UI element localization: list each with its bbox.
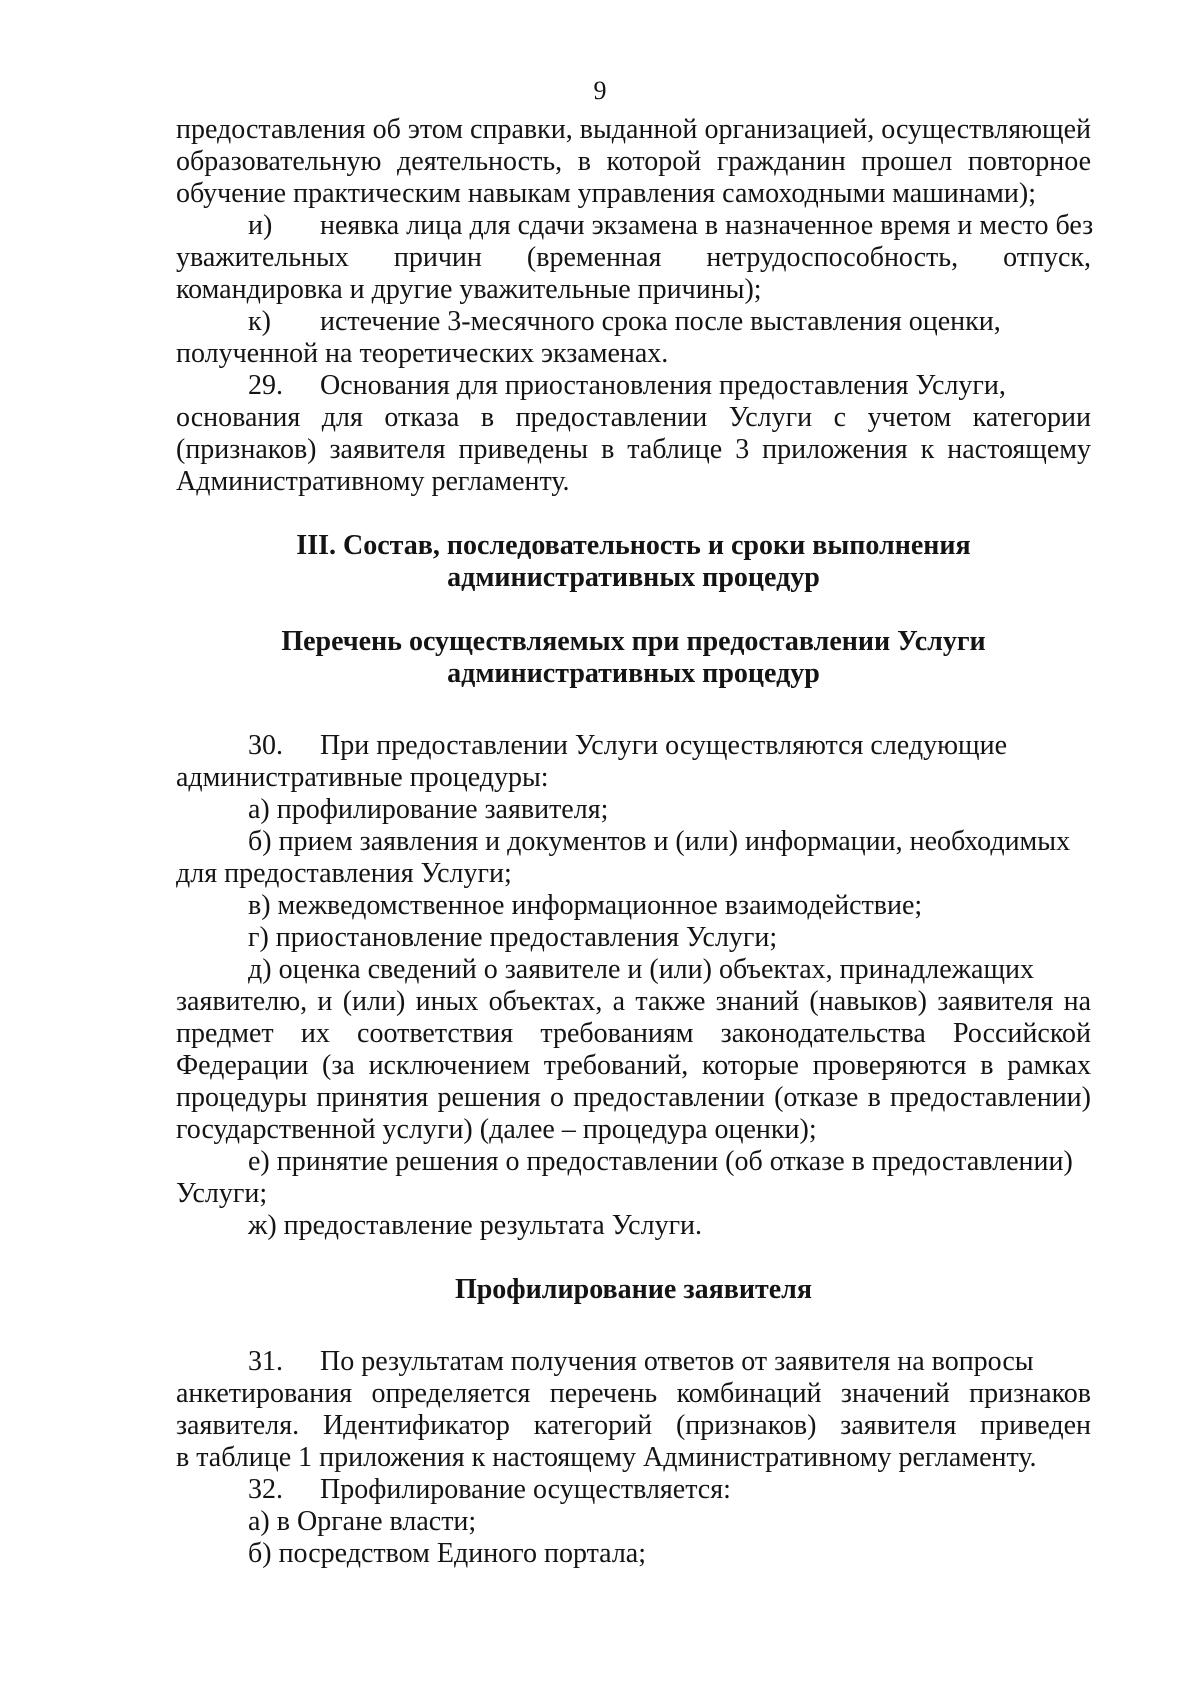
text-line: заявителя. Идентификатор категорий (признаков) заявителя приведен bbox=[176, 1410, 1091, 1441]
subsection-heading: Перечень осуществляемых при предоставлении Услуги bbox=[281, 626, 986, 657]
text-line: государственной услуги) (далее – процедура оценки); bbox=[176, 1114, 817, 1145]
paragraph-number: 30. bbox=[248, 730, 283, 761]
text-line: для предоставления Услуги; bbox=[176, 858, 512, 889]
text-line: При предоставлении Услуги осуществляются следующие bbox=[320, 730, 1007, 761]
list-item-k bbox=[248, 306, 1091, 338]
subsection-heading: Профилирование заявителя bbox=[454, 1274, 813, 1305]
list-item: б) посредством Единого портала; bbox=[248, 1538, 647, 1569]
text-line: Административному регламенту. bbox=[176, 466, 570, 497]
text-line: Услуги; bbox=[176, 1178, 268, 1209]
text-line: (признаков) заявителя приведены в таблице 3 приложения к настоящему bbox=[176, 434, 1091, 465]
text-line: в таблице 1 приложения к настоящему Административному регламенту. bbox=[176, 1442, 1037, 1473]
paragraph-29 bbox=[248, 370, 1091, 402]
list-item: б) прием заявления и документов и (или) информации, необходимых bbox=[248, 826, 1071, 857]
section-heading: административных процедур bbox=[447, 562, 820, 593]
list-item-i bbox=[248, 210, 1094, 242]
page-number: 9 bbox=[593, 76, 607, 105]
paragraph-31 bbox=[248, 1346, 1091, 1378]
text-line: неявка лица для сдачи экзамена в назначенное время и место без bbox=[320, 210, 1094, 241]
text-line: процедуры принятия решения о предоставлении (отказе в предоставлении) bbox=[176, 1082, 1091, 1113]
list-item: а) в Органе власти; bbox=[248, 1506, 477, 1537]
text-line: образовательную деятельность, в которой гражданин прошел повторное bbox=[176, 146, 1091, 177]
text-line: анкетирования определяется перечень комбинаций значений признаков bbox=[176, 1378, 1091, 1409]
paragraph-number: 32. bbox=[248, 1474, 283, 1505]
list-label: и) bbox=[248, 210, 273, 241]
text-line: Профилирование осуществляется: bbox=[320, 1474, 731, 1505]
list-item: е) принятие решения о предоставлении (об отказе в предоставлении) bbox=[248, 1146, 1073, 1177]
text-line: Федерации (за исключением требований, которые проверяются в рамках bbox=[176, 1050, 1091, 1081]
paragraph-number: 29. bbox=[248, 370, 283, 401]
text-line: полученной на теоретических экзаменах. bbox=[176, 338, 669, 369]
text-line: заявителю, и (или) иных объектах, а также знаний (навыков) заявителя на bbox=[176, 986, 1091, 1017]
section-heading: III. Состав, последовательность и сроки выполнения bbox=[296, 530, 971, 561]
list-item: г) приостановление предоставления Услуги; bbox=[248, 922, 778, 953]
list-item: д) оценка сведений о заявителе и (или) объектах, принадлежащих bbox=[248, 954, 1034, 985]
text-line: основания для отказа в предоставлении Услуги с учетом категории bbox=[176, 402, 1091, 433]
paragraph-number: 31. bbox=[248, 1346, 283, 1377]
text-line: обучение практическим навыкам управления самоходными машинами); bbox=[176, 178, 1036, 209]
text-line: По результатам получения ответов от заявителя на вопросы bbox=[320, 1346, 1034, 1377]
list-label: к) bbox=[248, 306, 271, 337]
text-line: командировка и другие уважительные причины); bbox=[176, 274, 762, 305]
text-line: истечение 3-месячного срока после выставления оценки, bbox=[320, 306, 1001, 337]
text-line: уважительных причин (временная нетрудоспособность, отпуск, bbox=[176, 242, 1091, 273]
paragraph-30 bbox=[248, 730, 1091, 762]
text-line: Основания для приостановления предоставления Услуги, bbox=[320, 370, 1006, 401]
list-item: в) межведомственное информационное взаимодействие; bbox=[248, 890, 923, 921]
list-item: ж) предоставление результата Услуги. bbox=[248, 1210, 703, 1241]
list-item: а) профилирование заявителя; bbox=[248, 794, 609, 825]
text-line: предоставления об этом справки, выданной организацией, осуществляющей bbox=[176, 114, 1091, 145]
text-line: предмет их соответствия требованиям законодательства Российской bbox=[176, 1018, 1091, 1049]
text-line: административные процедуры: bbox=[176, 762, 549, 793]
subsection-heading: административных процедур bbox=[447, 658, 820, 689]
paragraph-32 bbox=[248, 1474, 1091, 1506]
